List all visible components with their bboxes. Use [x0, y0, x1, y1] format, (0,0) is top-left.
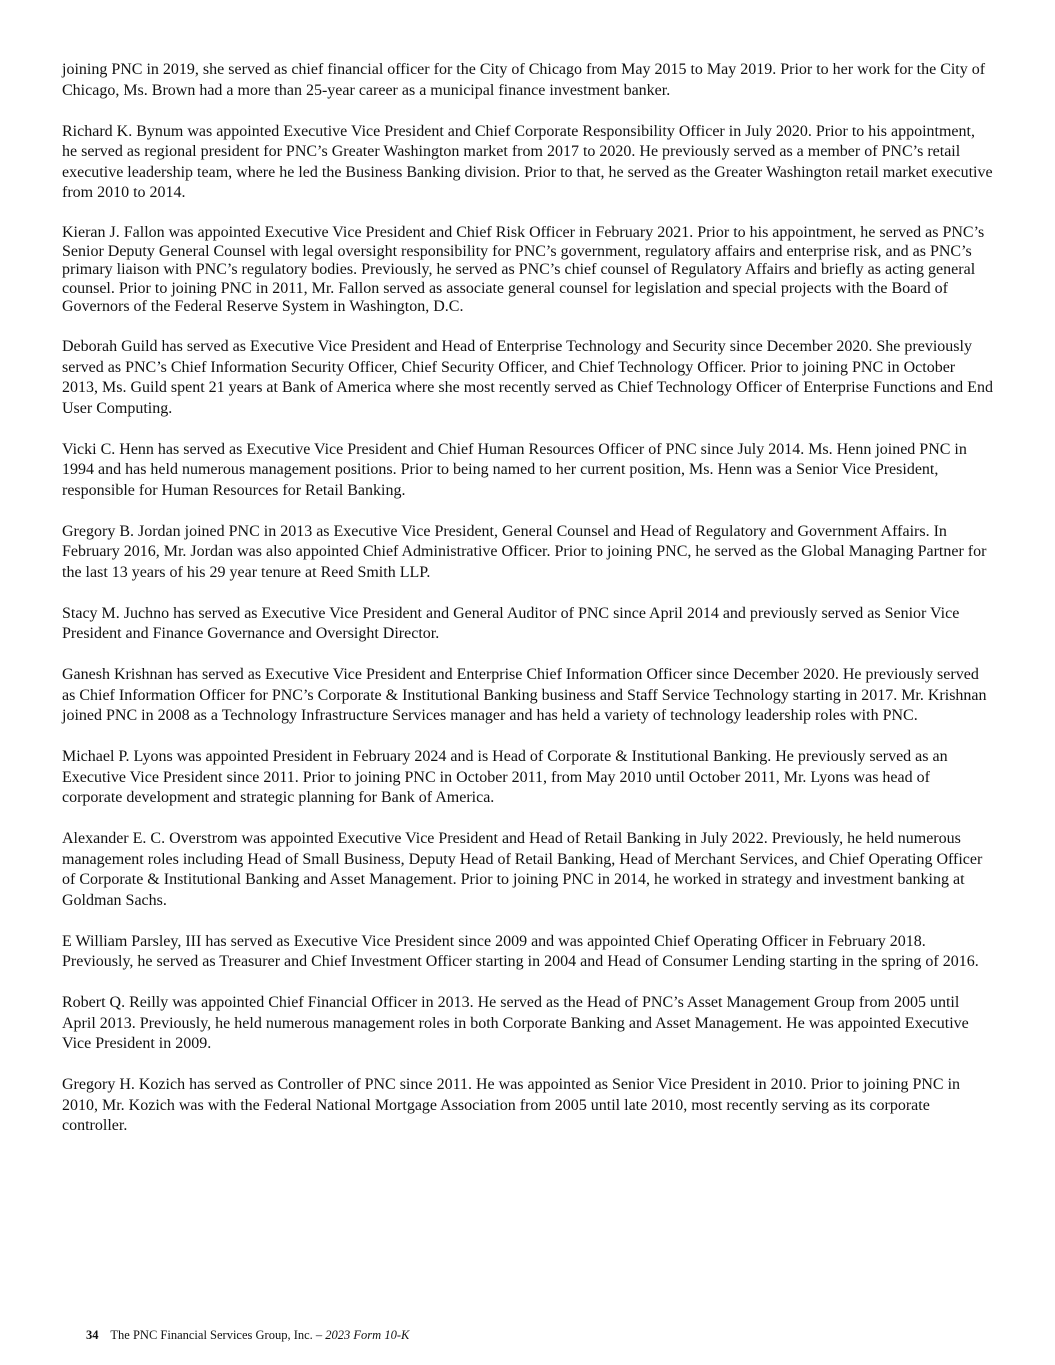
paragraph-bynum: Richard K. Bynum was appointed Executive Vice President and Chief Corporate Responsibility Officer in July 2020. Prior to his appointment, he served as regional president for PNC’s Greater Washington market from 2017 to 2020. He previously served as a member of PNC’s retail executive leadership team, where he led the Business Banking division. Prior to that, he served as the Greater Washington retail market executive from 2010 to 2014. — [62, 122, 993, 201]
paragraph-overstrom: Alexander E. C. Overstrom was appointed Executive Vice President and Head of Retail Banking in July 2022. Previously, he held numerous management roles including Head of Small Business, Deputy Head of Retail Banking, Head of Merchant Services, and Chief Operating Officer of Corporate & Institutional Banking and Asset Management. Prior to joining PNC in 2014, he worked in strategy and investment banking at Goldman Sachs. — [62, 830, 983, 909]
paragraph-jordan: Gregory B. Jordan joined PNC in 2013 as Executive Vice President, General Counsel and Head of Regulatory and Government Affairs. In February 2016, Mr. Jordan was also appointed Chief Administrative Officer. Prior to joining PNC, he served as the Global Managing Partner for the last 13 years of his 29 year tenure at Reed Smith LLP. — [62, 522, 987, 581]
paragraph-fallon: Kieran J. Fallon was appointed Executive Vice President and Chief Risk Officer in February 2021. Prior to his appointment, he served as PNC’s Senior Deputy General Counsel with legal oversight responsibility for PNC’s government, regulatory affairs and enterprise risk, and as PNC’s primary liaison with PNC’s regulatory bodies. Previously, he served as PNC’s chief counsel of Regulatory Affairs and briefly as acting general counsel. Prior to joining PNC in 2011, Mr. Fallon served as associate general counsel for legislation and special projects with the Board of Governors of the Federal Reserve System in Washington, D.C. — [62, 224, 985, 315]
paragraph-henn: Vicki C. Henn has served as Executive Vice President and Chief Human Resources Officer of PNC since July 2014. Ms. Henn joined PNC in 1994 and has held numerous management positions. Prior to being named to her current position, Ms. Henn was a Senior Vice President, responsible for Human Resources for Retail Banking. — [62, 440, 967, 499]
paragraph-parsley: E William Parsley, III has served as Executive Vice President since 2009 and was appointed Chief Operating Officer in February 2018. Previously, he served as Treasurer and Chief Investment Officer starting in 2004 and Head of Consumer Lending starting in the spring of 2016. — [62, 932, 979, 970]
paragraph-guild: Deborah Guild has served as Executive Vice President and Head of Enterprise Technology and Security since December 2020. She previously served as PNC’s Chief Information Security Officer, Chief Security Officer, and Chief Technology Officer. Prior to joining PNC in October 2013, Ms. Guild spent 21 years at Bank of America where she most recently served as Chief Technology Officer of Enterprise Functions and End User Computing. — [62, 338, 993, 417]
paragraph-juchno: Stacy M. Juchno has served as Executive Vice President and General Auditor of PNC since April 2014 and previously served as Senior Vice President and Finance Governance and Oversight Director. — [62, 604, 960, 642]
page-footer — [86, 1327, 409, 1343]
paragraph-lyons: Michael P. Lyons was appointed President in February 2024 and is Head of Corporate & Institutional Banking. He previously served as an Executive Vice President since 2011. Prior to joining PNC in October 2011, from May 2010 until October 2011, Mr. Lyons was head of corporate development and strategic planning for Bank of America. — [62, 748, 948, 806]
paragraph-kozich: Gregory H. Kozich has served as Controller of PNC since 2011. He was appointed as Senior Vice President in 2010. Prior to joining PNC in 2010, Mr. Kozich was with the Federal National Mortgage Association from 2005 until late 2010, most recently serving as its corporate controller. — [62, 1076, 961, 1134]
footer-company: The PNC Financial Services Group, Inc. – — [110, 1328, 323, 1342]
document-body — [62, 60, 994, 1157]
paragraph-brown-continued: joining PNC in 2019, she served as chief financial officer for the City of Chicago from May 2015 to May 2019. Prior to her work for the City of Chicago, Ms. Brown had a more than 25-year career as a municipal finance investment banker. — [62, 61, 986, 99]
footer-form: 2023 Form 10-K — [325, 1328, 410, 1342]
paragraph-krishnan: Ganesh Krishnan has served as Executive Vice President and Enterprise Chief Information Officer since December 2020. He previously served as Chief Information Officer for PNC’s Corporate & Institutional Banking business and Staff Service Technology starting in 2017. Mr. Krishnan joined PNC in 2008 as a Technology Infrastructure Services manager and has held a variety of technology leadership roles with PNC. — [62, 666, 987, 724]
page-number: 34 — [86, 1328, 99, 1342]
paragraph-reilly: Robert Q. Reilly was appointed Chief Financial Officer in 2013. He served as the Head of PNC’s Asset Management Group from 2005 until April 2013. Previously, he held numerous management roles in both Corporate Banking and Asset Management. He was appointed Executive Vice President in 2009. — [62, 994, 969, 1052]
